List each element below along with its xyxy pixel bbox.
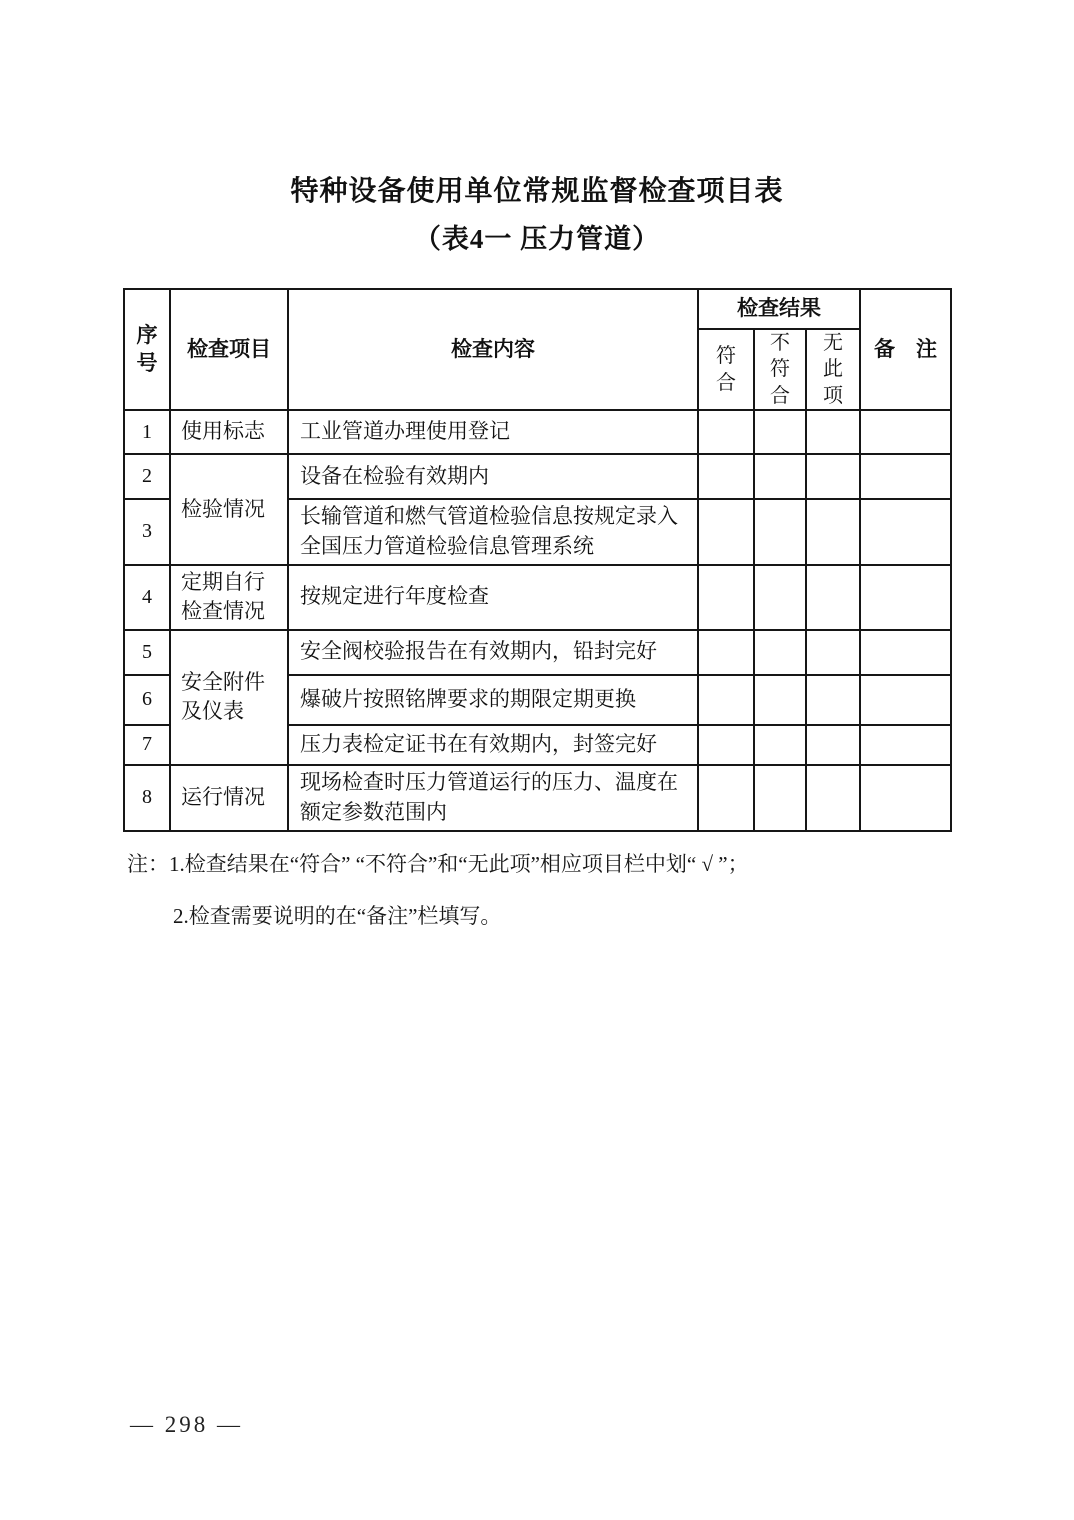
header-item: 检查项目 [170, 289, 288, 410]
item-cell: 定期自行检查情况 [170, 565, 288, 630]
header-result-notapplicable [806, 329, 860, 410]
item-cell: 检验情况 [170, 454, 288, 565]
table-row [124, 410, 951, 454]
content-cell: 安全阀校验报告在有效期内，铅封完好 [288, 630, 698, 675]
header-result-conform-label: 符合 [716, 345, 736, 394]
page-number: — 298 — [130, 1412, 243, 1437]
seq-cell: 6 [124, 675, 170, 725]
header-remark: 备 注 [860, 289, 951, 410]
result-conform-cell [698, 565, 754, 630]
result-conform-cell [698, 410, 754, 454]
seq-cell: 7 [124, 725, 170, 765]
header-result-nonconform-label: 不符合 [770, 332, 790, 407]
header-result-nonconform [754, 329, 806, 410]
item-cell: 运行情况 [170, 765, 288, 831]
seq-cell: 2 [124, 454, 170, 499]
header-result-conform [698, 329, 754, 410]
footnote-2: 2.检查需要说明的在“备注”栏填写。 [173, 904, 502, 929]
header-result: 检查结果 [698, 289, 860, 329]
content-cell: 按规定进行年度检查 [288, 565, 698, 630]
result-notapplicable-cell [806, 410, 860, 454]
remark-cell [860, 630, 951, 675]
header-content: 检查内容 [288, 289, 698, 410]
content-cell: 长输管道和燃气管道检验信息按规定录入全国压力管道检验信息管理系统 [288, 499, 698, 565]
title-block [0, 176, 1074, 256]
header-seq-label: 序号 [136, 322, 158, 375]
result-conform-cell [698, 675, 754, 725]
table-row [124, 454, 951, 499]
content-cell: 设备在检验有效期内 [288, 454, 698, 499]
footnote-1 [127, 850, 749, 878]
result-nonconform-cell [754, 499, 806, 565]
remark-cell [860, 410, 951, 454]
table-row [124, 765, 951, 831]
item-cell: 使用标志 [170, 410, 288, 454]
remark-cell [860, 454, 951, 499]
result-notapplicable-cell [806, 725, 860, 765]
content-cell: 爆破片按照铭牌要求的期限定期更换 [288, 675, 698, 725]
result-notapplicable-cell [806, 630, 860, 675]
table-row [124, 565, 951, 630]
document-subtitle: （表4一 压力管道） [413, 224, 661, 255]
result-nonconform-cell [754, 410, 806, 454]
remark-cell [860, 765, 951, 831]
header-row-top [124, 289, 951, 329]
result-nonconform-cell [754, 565, 806, 630]
result-notapplicable-cell [806, 565, 860, 630]
result-conform-cell [698, 765, 754, 831]
result-nonconform-cell [754, 454, 806, 499]
footnote-prefix: 注： [127, 852, 169, 876]
seq-cell: 4 [124, 565, 170, 630]
remark-cell [860, 675, 951, 725]
content-cell: 工业管道办理使用登记 [288, 410, 698, 454]
result-notapplicable-cell [806, 454, 860, 499]
document-title: 特种设备使用单位常规监督检查项目表 [290, 176, 784, 207]
seq-cell: 5 [124, 630, 170, 675]
remark-cell [860, 725, 951, 765]
header-seq [124, 289, 170, 410]
result-notapplicable-cell [806, 499, 860, 565]
result-conform-cell [698, 454, 754, 499]
seq-cell: 8 [124, 765, 170, 831]
result-nonconform-cell [754, 675, 806, 725]
table-row [124, 630, 951, 675]
seq-cell: 1 [124, 410, 170, 454]
content-cell: 现场检查时压力管道运行的压力、温度在额定参数范围内 [288, 765, 698, 831]
result-nonconform-cell [754, 725, 806, 765]
seq-cell: 3 [124, 499, 170, 565]
header-result-notapplicable-label: 无此项 [823, 332, 844, 407]
remark-cell [860, 565, 951, 630]
result-nonconform-cell [754, 630, 806, 675]
result-notapplicable-cell [806, 765, 860, 831]
remark-cell [860, 499, 951, 565]
result-conform-cell [698, 725, 754, 765]
footnotes [127, 850, 749, 931]
item-cell: 安全附件及仪表 [170, 630, 288, 765]
content-cell: 压力表检定证书在有效期内，封签完好 [288, 725, 698, 765]
result-conform-cell [698, 630, 754, 675]
result-conform-cell [698, 499, 754, 565]
inspection-table [123, 288, 952, 832]
footnote-1-text: 1.检查结果在“符合” “不符合”和“无此项”相应项目栏中划“ √ ”； [169, 852, 749, 876]
result-notapplicable-cell [806, 675, 860, 725]
result-nonconform-cell [754, 765, 806, 831]
